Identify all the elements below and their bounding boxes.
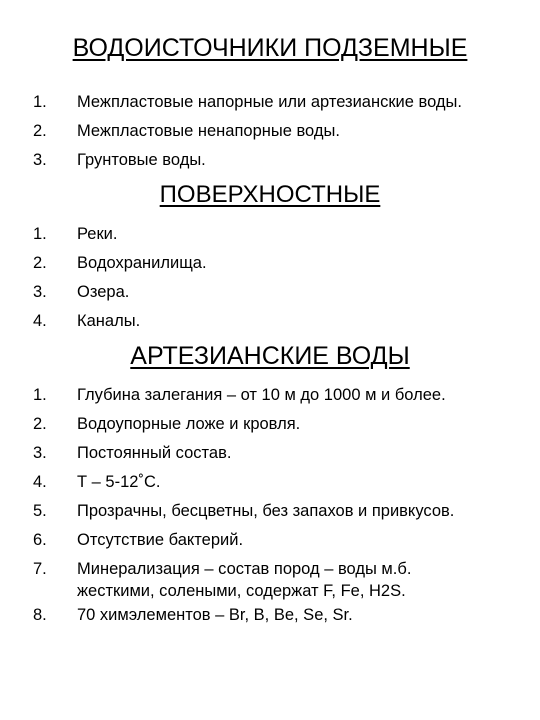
- section-title-surface: [0, 181, 540, 209]
- item-number: 1.: [33, 93, 47, 111]
- underground-sources-list: [0, 88, 540, 175]
- list-item: [0, 88, 540, 117]
- section-title-underground: [0, 34, 540, 63]
- item-number: 7.: [33, 560, 47, 578]
- list-item: [0, 439, 540, 468]
- item-number: 5.: [33, 502, 47, 520]
- item-text: Грунтовые воды.: [77, 151, 206, 169]
- list-item: [0, 146, 540, 175]
- item-text: Т – 5-12˚С.: [77, 473, 161, 491]
- list-item: [0, 307, 540, 336]
- item-number: 3.: [33, 151, 47, 169]
- list-item: [0, 381, 540, 410]
- list-item: [0, 220, 540, 249]
- item-text: 70 химэлементов – Br, B, Be, Se, Sr.: [77, 606, 353, 624]
- section-title-underground-text: ВОДОИСТОЧНИКИ ПОДЗЕМНЫЕ: [72, 34, 468, 62]
- item-text: Озера.: [77, 283, 130, 301]
- item-number: 1.: [33, 386, 47, 404]
- section-title-surface-text: ПОВЕРХНОСТНЫЕ: [159, 181, 381, 208]
- item-text: [77, 558, 517, 602]
- list-item: [0, 601, 540, 630]
- item-text: Прозрачны, бесцветны, без запахов и привкусов.: [77, 502, 455, 520]
- section-title-artesian-text: АРТЕЗИАНСКИЕ ВОДЫ: [130, 342, 410, 370]
- item-text: Межпластовые напорные или артезианские воды.: [77, 93, 462, 111]
- surface-sources-list: [0, 220, 540, 336]
- item-number: 6.: [33, 531, 47, 549]
- item-number: 4.: [33, 473, 47, 491]
- item-text-line-2: жесткими, солеными, содержат F, Fe, H2S.: [77, 582, 406, 600]
- item-text: Отсутствие бактерий.: [77, 531, 244, 549]
- artesian-properties-list: [0, 381, 540, 630]
- item-number: 2.: [33, 254, 47, 272]
- item-number: 3.: [33, 283, 47, 301]
- item-number: 2.: [33, 415, 47, 433]
- item-number: 2.: [33, 122, 47, 140]
- list-item: [0, 497, 540, 526]
- list-item: [0, 249, 540, 278]
- item-number: 1.: [33, 225, 47, 243]
- item-text: Водохранилища.: [77, 254, 207, 272]
- item-text-line-1: Минерализация – состав пород – воды м.б.: [77, 560, 412, 578]
- list-item: [0, 555, 540, 601]
- item-number: 4.: [33, 312, 47, 330]
- item-text: Водоупорные ложе и кровля.: [77, 415, 301, 433]
- item-text: Межпластовые ненапорные воды.: [77, 122, 340, 140]
- item-number: 3.: [33, 444, 47, 462]
- item-number: 8.: [33, 606, 47, 624]
- item-text: Постоянный состав.: [77, 444, 232, 462]
- item-text: Глубина залегания – от 10 м до 1000 м и более.: [77, 386, 446, 404]
- item-text: Реки.: [77, 225, 118, 243]
- section-title-artesian: [0, 342, 540, 371]
- list-item: [0, 117, 540, 146]
- list-item: [0, 468, 540, 497]
- list-item: [0, 526, 540, 555]
- list-item: [0, 410, 540, 439]
- list-item: [0, 278, 540, 307]
- item-text: Каналы.: [77, 312, 141, 330]
